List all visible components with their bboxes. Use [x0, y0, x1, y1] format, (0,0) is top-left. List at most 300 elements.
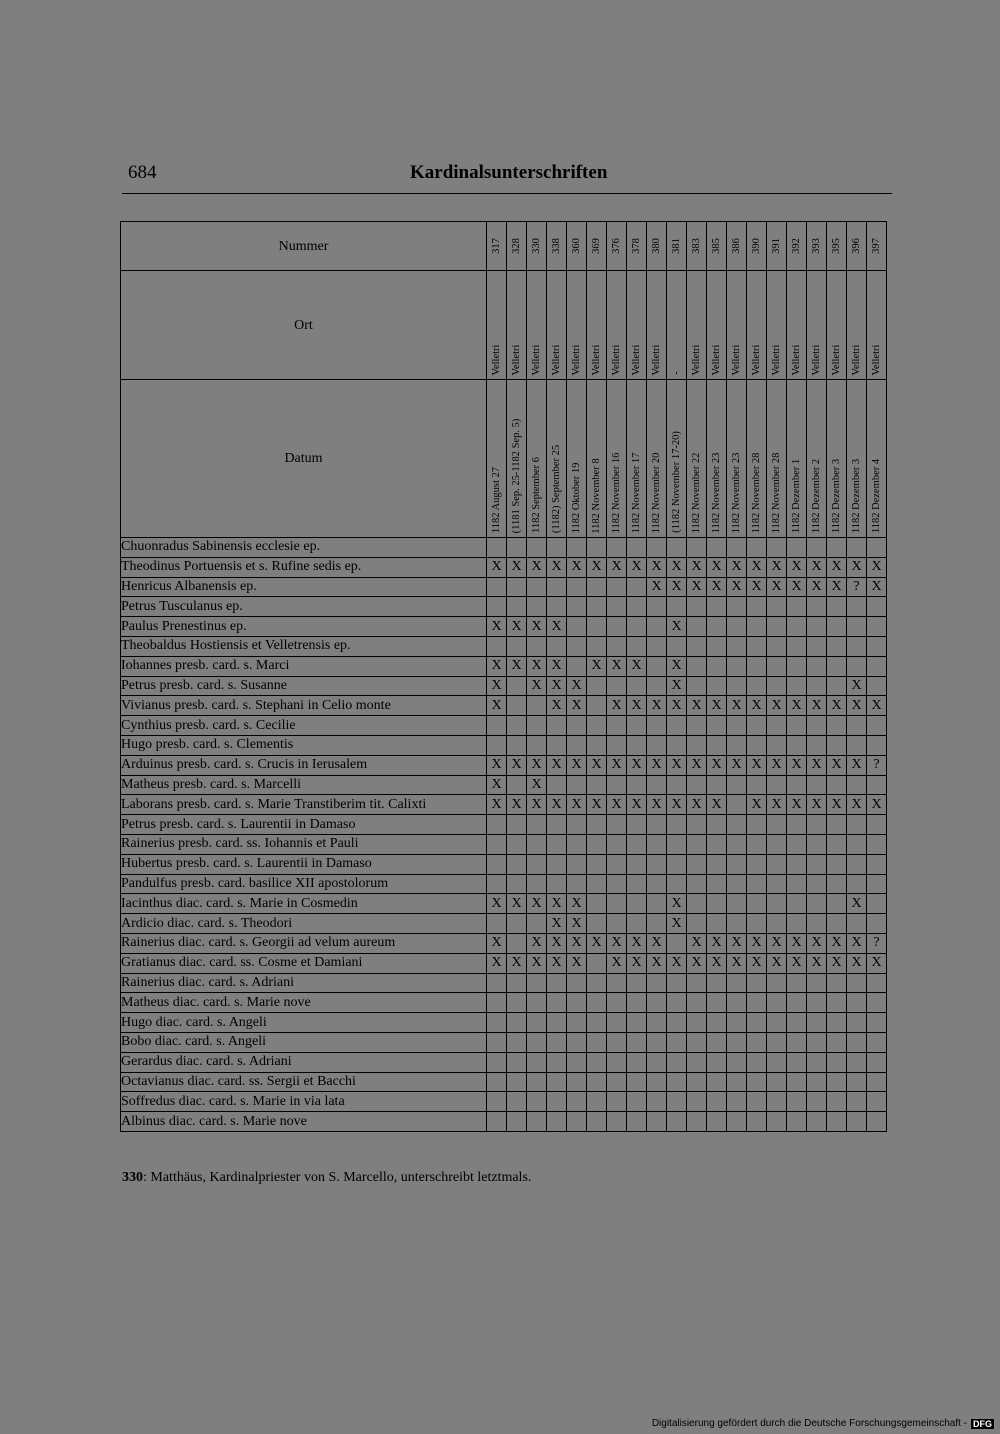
- signature-mark: [587, 1032, 607, 1052]
- signature-mark: [487, 1013, 507, 1033]
- signature-mark: [727, 656, 747, 676]
- signature-mark: X: [547, 795, 567, 815]
- signature-mark: [747, 656, 767, 676]
- signature-mark: [787, 656, 807, 676]
- signature-mark: [627, 993, 647, 1013]
- nummer-value: 393: [810, 238, 822, 254]
- signature-mark: [667, 973, 687, 993]
- signature-mark: X: [527, 775, 547, 795]
- signature-mark: [627, 676, 647, 696]
- signature-mark: [567, 834, 587, 854]
- signature-mark: [627, 775, 647, 795]
- ort-cell: [607, 271, 627, 380]
- nummer-cell: [687, 222, 707, 271]
- signature-mark: [547, 636, 567, 656]
- table-row: [121, 676, 887, 696]
- signature-mark: [787, 1112, 807, 1132]
- signature-mark: X: [867, 557, 887, 577]
- signature-mark: [547, 538, 567, 558]
- signature-mark: X: [767, 557, 787, 577]
- signature-mark: [587, 676, 607, 696]
- signature-mark: [787, 973, 807, 993]
- nummer-value: 397: [870, 238, 882, 254]
- signature-mark: X: [587, 795, 607, 815]
- table-row: [121, 874, 887, 894]
- signature-mark: [767, 894, 787, 914]
- signature-mark: [727, 894, 747, 914]
- signature-mark: [647, 1112, 667, 1132]
- signature-mark: [507, 538, 527, 558]
- signature-mark: [727, 973, 747, 993]
- signature-mark: [767, 636, 787, 656]
- signature-mark: [567, 993, 587, 1013]
- signature-mark: [567, 538, 587, 558]
- signature-mark: [567, 716, 587, 736]
- nummer-cell: [607, 222, 627, 271]
- nummer-cell: [847, 222, 867, 271]
- page-number: 684: [128, 162, 157, 183]
- ort-cell: [747, 271, 767, 380]
- signature-mark: [867, 1112, 887, 1132]
- signature-mark: [767, 973, 787, 993]
- signature-mark: [647, 656, 667, 676]
- signature-mark: X: [507, 557, 527, 577]
- signature-mark: [587, 914, 607, 934]
- signature-mark: [627, 538, 647, 558]
- datum-value: 1182 November 20: [650, 452, 662, 533]
- signature-mark: X: [867, 795, 887, 815]
- signature-mark: [507, 716, 527, 736]
- cardinal-name: Petrus presb. card. s. Laurentii in Damaso: [121, 815, 487, 835]
- signature-mark: [527, 1032, 547, 1052]
- signature-mark: [667, 716, 687, 736]
- signature-mark: [567, 1013, 587, 1033]
- signature-mark: [647, 735, 667, 755]
- ort-cell: [587, 271, 607, 380]
- signature-mark: [527, 914, 547, 934]
- signature-mark: X: [667, 953, 687, 973]
- signature-mark: [867, 716, 887, 736]
- signature-mark: ?: [867, 755, 887, 775]
- signature-mark: [767, 597, 787, 617]
- signature-mark: [707, 973, 727, 993]
- nummer-value: 391: [770, 238, 782, 254]
- signature-mark: [587, 815, 607, 835]
- signature-mark: [767, 1013, 787, 1033]
- signature-mark: [747, 617, 767, 637]
- signature-mark: X: [487, 755, 507, 775]
- signature-mark: X: [567, 557, 587, 577]
- signature-mark: [547, 597, 567, 617]
- signature-mark: [507, 914, 527, 934]
- signature-mark: [487, 597, 507, 617]
- signature-mark: X: [547, 696, 567, 716]
- signature-mark: [547, 854, 567, 874]
- signature-mark: [527, 1072, 547, 1092]
- signature-mark: [867, 1032, 887, 1052]
- table-row: [121, 933, 887, 953]
- signature-mark: [767, 1052, 787, 1072]
- signature-mark: X: [527, 894, 547, 914]
- signature-mark: [567, 1072, 587, 1092]
- signature-mark: X: [527, 933, 547, 953]
- signature-mark: X: [547, 676, 567, 696]
- signature-mark: [727, 1072, 747, 1092]
- datum-cell: [667, 380, 687, 538]
- cardinal-name: Theodinus Portuensis et s. Rufine sedis ep.: [121, 557, 487, 577]
- table-row: [121, 577, 887, 597]
- signature-mark: [607, 1052, 627, 1072]
- signature-mark: [827, 775, 847, 795]
- signature-mark: [487, 538, 507, 558]
- datum-label: Datum: [121, 380, 487, 538]
- signature-mark: [687, 716, 707, 736]
- signature-mark: [487, 1072, 507, 1092]
- signature-mark: X: [687, 953, 707, 973]
- signature-mark: [647, 1052, 667, 1072]
- signature-mark: X: [527, 795, 547, 815]
- signature-mark: X: [667, 914, 687, 934]
- signature-mark: [507, 834, 527, 854]
- signature-mark: [807, 1013, 827, 1033]
- signature-mark: X: [767, 953, 787, 973]
- signature-mark: [747, 973, 767, 993]
- signature-mark: X: [587, 755, 607, 775]
- nummer-value: 317: [490, 238, 502, 254]
- cardinal-name: Petrus presb. card. s. Susanne: [121, 676, 487, 696]
- signature-mark: X: [647, 696, 667, 716]
- signature-mark: [807, 815, 827, 835]
- signature-mark: X: [687, 696, 707, 716]
- signature-mark: [647, 775, 667, 795]
- table-row: [121, 1092, 887, 1112]
- cardinal-name: Rainerius presb. card. ss. Iohannis et Pauli: [121, 834, 487, 854]
- signature-mark: [847, 1032, 867, 1052]
- signature-mark: X: [667, 577, 687, 597]
- signature-mark: [807, 834, 827, 854]
- signature-mark: [807, 735, 827, 755]
- page-title: Kardinalsunterschriften: [410, 162, 608, 183]
- signature-mark: [807, 1112, 827, 1132]
- ort-cell: [767, 271, 787, 380]
- signature-mark: [767, 775, 787, 795]
- signature-mark: X: [687, 577, 707, 597]
- signature-mark: [527, 993, 547, 1013]
- signature-mark: [807, 973, 827, 993]
- signature-mark: [547, 973, 567, 993]
- table-row: [121, 775, 887, 795]
- signature-mark: X: [507, 656, 527, 676]
- signature-mark: [707, 636, 727, 656]
- signature-mark: [727, 815, 747, 835]
- signature-mark: [587, 538, 607, 558]
- datum-value: 1182 November 16: [610, 452, 622, 533]
- ort-value: Velletri: [710, 344, 722, 375]
- footnote-ref: 330: [122, 1170, 143, 1185]
- signature-mark: [767, 656, 787, 676]
- signature-mark: [587, 775, 607, 795]
- ort-cell: [527, 271, 547, 380]
- signature-mark: [627, 973, 647, 993]
- signature-mark: [567, 735, 587, 755]
- signature-mark: [607, 914, 627, 934]
- signature-mark: X: [827, 696, 847, 716]
- signature-mark: [867, 775, 887, 795]
- signature-mark: X: [787, 795, 807, 815]
- signature-mark: [707, 597, 727, 617]
- signature-mark: [847, 1052, 867, 1072]
- ort-cell: [667, 271, 687, 380]
- signature-mark: [627, 894, 647, 914]
- signature-mark: [707, 716, 727, 736]
- nummer-value: 378: [630, 238, 642, 254]
- signature-mark: [867, 597, 887, 617]
- signature-mark: [507, 636, 527, 656]
- table-row: [121, 1052, 887, 1072]
- cardinal-name: Petrus Tusculanus ep.: [121, 597, 487, 617]
- signature-mark: [827, 894, 847, 914]
- signature-mark: [847, 1013, 867, 1033]
- nummer-cell: [767, 222, 787, 271]
- signature-mark: [587, 1092, 607, 1112]
- table-row: [121, 617, 887, 637]
- nummer-value: 381: [670, 238, 682, 254]
- signature-mark: [727, 1032, 747, 1052]
- signature-mark: [807, 993, 827, 1013]
- signature-mark: [547, 716, 567, 736]
- signature-mark: [667, 597, 687, 617]
- table-row: [121, 1032, 887, 1052]
- signature-mark: X: [547, 617, 567, 637]
- signature-mark: [727, 1092, 747, 1112]
- signature-mark: [587, 636, 607, 656]
- table-row: [121, 636, 887, 656]
- signature-mark: [847, 914, 867, 934]
- signature-mark: X: [527, 557, 547, 577]
- ort-value: Velletri: [650, 344, 662, 375]
- signature-mark: [507, 735, 527, 755]
- datum-row: [121, 380, 887, 538]
- signature-mark: [767, 874, 787, 894]
- signature-mark: [687, 1112, 707, 1132]
- signature-mark: [607, 597, 627, 617]
- signature-mark: [847, 993, 867, 1013]
- signature-mark: [507, 696, 527, 716]
- signature-mark: X: [647, 953, 667, 973]
- signature-mark: X: [547, 914, 567, 934]
- signature-mark: [667, 1052, 687, 1072]
- signature-mark: [567, 874, 587, 894]
- dfg-credit: [652, 1418, 994, 1429]
- datum-cell: [567, 380, 587, 538]
- datum-value: 1182 Dezember 3: [830, 458, 842, 534]
- footnote: [122, 1170, 531, 1186]
- signature-mark: [527, 1092, 547, 1112]
- signature-mark: [547, 993, 567, 1013]
- signature-mark: X: [707, 557, 727, 577]
- signature-mark: [827, 1092, 847, 1112]
- signature-mark: X: [707, 795, 727, 815]
- table-row: [121, 755, 887, 775]
- signature-mark: X: [607, 656, 627, 676]
- datum-cell: [827, 380, 847, 538]
- signature-mark: X: [747, 795, 767, 815]
- signature-mark: [707, 538, 727, 558]
- signature-mark: X: [527, 755, 547, 775]
- signature-mark: [787, 1013, 807, 1033]
- ort-value: Velletri: [530, 344, 542, 375]
- signature-mark: [687, 993, 707, 1013]
- signature-mark: [547, 1013, 567, 1033]
- signature-mark: X: [507, 795, 527, 815]
- signature-mark: [527, 1052, 547, 1072]
- signature-mark: [507, 1072, 527, 1092]
- signature-mark: [547, 1112, 567, 1132]
- signature-mark: [827, 815, 847, 835]
- signature-mark: [827, 597, 847, 617]
- signature-mark: X: [767, 577, 787, 597]
- signature-mark: [827, 993, 847, 1013]
- datum-cell: [767, 380, 787, 538]
- signature-mark: [707, 1032, 727, 1052]
- nummer-cell: [507, 222, 527, 271]
- datum-cell: [847, 380, 867, 538]
- signature-mark: [687, 1092, 707, 1112]
- signature-mark: [507, 577, 527, 597]
- signature-mark: [727, 617, 747, 637]
- signature-mark: [527, 696, 547, 716]
- signature-mark: [507, 815, 527, 835]
- ort-row: [121, 271, 887, 380]
- signature-mark: [807, 676, 827, 696]
- signature-mark: [867, 973, 887, 993]
- signature-mark: [527, 735, 547, 755]
- datum-value: (1182 November 17-20): [670, 431, 682, 533]
- signature-mark: [747, 874, 767, 894]
- signature-mark: [767, 815, 787, 835]
- signature-mark: [607, 617, 627, 637]
- ort-value: Velletri: [550, 344, 562, 375]
- footnote-text: : Matthäus, Kardinalpriester von S. Marcello, unterschreibt letztmals.: [143, 1170, 532, 1185]
- signature-mark: X: [807, 933, 827, 953]
- signature-mark: [747, 1052, 767, 1072]
- signature-mark: [787, 735, 807, 755]
- signature-mark: [747, 854, 767, 874]
- signature-mark: [587, 953, 607, 973]
- signature-mark: [667, 815, 687, 835]
- signature-mark: [547, 1052, 567, 1072]
- signature-mark: [687, 973, 707, 993]
- signature-mark: X: [687, 933, 707, 953]
- signature-mark: X: [847, 933, 867, 953]
- ort-cell: [807, 271, 827, 380]
- signature-mark: [727, 914, 747, 934]
- signature-mark: [747, 636, 767, 656]
- signature-mark: [487, 577, 507, 597]
- signature-mark: [487, 1112, 507, 1132]
- signature-mark: [807, 775, 827, 795]
- signature-mark: [747, 815, 767, 835]
- signature-mark: [807, 1092, 827, 1112]
- signature-mark: X: [767, 933, 787, 953]
- ort-value: Velletri: [490, 344, 502, 375]
- signature-mark: [867, 656, 887, 676]
- signature-mark: [627, 1013, 647, 1033]
- signature-mark: [687, 1052, 707, 1072]
- signature-mark: X: [567, 696, 587, 716]
- signature-mark: X: [667, 617, 687, 637]
- signature-mark: [747, 834, 767, 854]
- ort-cell: [687, 271, 707, 380]
- signature-mark: [747, 597, 767, 617]
- signature-mark: [867, 538, 887, 558]
- signature-mark: X: [567, 933, 587, 953]
- signature-mark: X: [727, 755, 747, 775]
- signature-mark: X: [787, 696, 807, 716]
- signature-mark: [547, 1032, 567, 1052]
- table-row: [121, 894, 887, 914]
- signature-mark: X: [747, 696, 767, 716]
- signature-mark: [747, 716, 767, 736]
- ort-value: Velletri: [810, 344, 822, 375]
- signature-mark: X: [607, 696, 627, 716]
- signature-mark: [647, 1072, 667, 1092]
- signature-mark: [627, 1052, 647, 1072]
- signature-mark: X: [727, 557, 747, 577]
- signature-mark: [507, 993, 527, 1013]
- signature-mark: [687, 1072, 707, 1092]
- signature-mark: [747, 1032, 767, 1052]
- signature-mark: [847, 854, 867, 874]
- signature-mark: [487, 854, 507, 874]
- table-row: [121, 914, 887, 934]
- signature-mark: [487, 914, 507, 934]
- signature-mark: X: [667, 696, 687, 716]
- datum-cell: [807, 380, 827, 538]
- datum-cell: [727, 380, 747, 538]
- signature-mark: [807, 1032, 827, 1052]
- datum-value: 1182 November 17: [630, 452, 642, 533]
- signature-mark: [687, 538, 707, 558]
- signature-mark: [547, 834, 567, 854]
- ort-value: Velletri: [590, 344, 602, 375]
- signature-mark: [767, 716, 787, 736]
- signature-mark: [587, 716, 607, 736]
- signature-mark: X: [627, 656, 647, 676]
- signature-mark: X: [567, 676, 587, 696]
- datum-value: 1182 September 6: [530, 456, 542, 534]
- ort-value: Velletri: [610, 344, 622, 375]
- table-row: [121, 696, 887, 716]
- nummer-value: 360: [570, 238, 582, 254]
- signature-mark: [607, 735, 627, 755]
- signature-mark: X: [847, 953, 867, 973]
- nummer-value: 390: [750, 238, 762, 254]
- signature-mark: [507, 973, 527, 993]
- signature-mark: [787, 636, 807, 656]
- cardinal-name: Iohannes presb. card. s. Marci: [121, 656, 487, 676]
- signature-mark: [727, 1052, 747, 1072]
- signature-mark: [527, 874, 547, 894]
- signature-mark: [607, 538, 627, 558]
- dfg-logo: DFG: [973, 1418, 992, 1429]
- signature-mark: X: [487, 775, 507, 795]
- signature-mark: [647, 636, 667, 656]
- signature-mark: X: [827, 755, 847, 775]
- signature-mark: [507, 1013, 527, 1033]
- signature-mark: X: [607, 933, 627, 953]
- signature-mark: X: [587, 557, 607, 577]
